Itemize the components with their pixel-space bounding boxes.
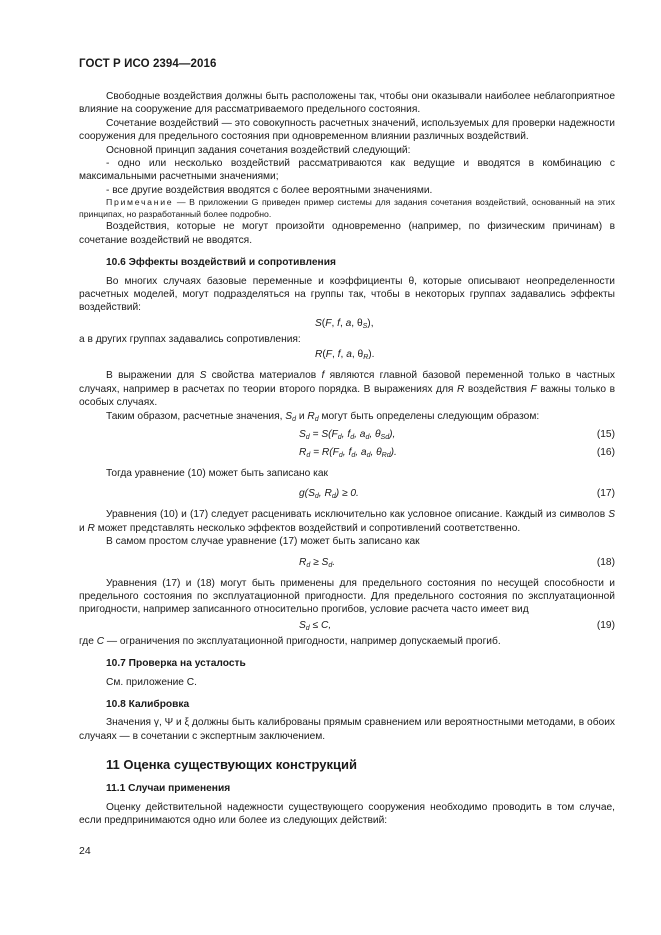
note-label: Примечание: [106, 197, 174, 208]
paragraph: Основной принцип задания сочетания воздействий следующий:: [106, 144, 411, 156]
paragraph: а в других группах задавались сопротивления:: [79, 333, 301, 345]
paragraph: Воздействия, которые не могут произойти одновременно (например, по физическим причинам) в сочетание воздействий не вводятся.: [79, 221, 615, 246]
paragraph: В самом простом случае уравнение (17) может быть записано как: [106, 536, 420, 548]
formula-resistance: R(F, f, a, $\theta_R$).: [315, 349, 375, 362]
paragraph: Значения γ, Ψ и ξ должны быть калиброваны прямым сравнением или вероятностными методами, в обоих случаях — в сочетании с экспертным заключением.: [79, 717, 615, 742]
paragraph: Во многих случаях базовые переменные и коэффициенты θ, которые описывают неопределенности расчетных моделей, могут подразделяться на группы так, чтобы в некоторых группах задавались эффекты воздействий:: [79, 275, 615, 314]
paragraph: Уравнения (17) и (18) могут быть применены для предельного состояния по несущей способности и предельного состояния по эксплуатационной пригодности. Для предельного состояния по эксплуатационной пригодности, например записанного относительно прогибов, условие расчета часто имеет вид: [79, 577, 615, 616]
section-heading-11: 11 Оценка существующих конструкций: [106, 757, 357, 773]
paragraph: Таким образом, расчетные значения, $S_d$ и $R_d$ могут быть определены следующим образом:: [106, 410, 540, 423]
equation-number: (19): [596, 619, 615, 631]
equation-18: $R_d \ge S_d$. (18): [299, 556, 615, 569]
note-text: — В приложении G приведен пример системы для задания сочетания воздействий, основанный на этих принципах, но разработанный более подробно.: [79, 197, 615, 219]
paragraph: Тогда уравнение (10) может быть записано как: [106, 467, 328, 479]
formula-effects: S(F, f, a, $\theta_S$),: [315, 317, 374, 330]
equation-19: $S_d \le C$, (19): [299, 619, 615, 632]
note: [79, 197, 615, 220]
paragraph: Уравнения (10) и (17) следует расценивать исключительно как условное описание. Каждый из символов S и R может представлять несколько эффектов воздействий и сопротивлений соответственно.: [79, 509, 615, 534]
page-number: 24: [79, 845, 91, 857]
paragraph: В выражении для S свойства материалов f являются главной базовой переменной только в частных случаях, например в расчетах по теории второго порядка. В выражениях для R воздействия F важны только в особых случаях.: [79, 370, 616, 409]
equation-number: (15): [596, 428, 615, 440]
equation-number: (16): [596, 446, 615, 458]
list-item: - одно или несколько воздействий рассматриваются как ведущие и вводятся в комбинацию с максимальными расчетными значениями;: [79, 158, 615, 183]
paragraph: Свободные воздействия должны быть расположены так, чтобы они оказывали наиболее неблагоприятное влияние на сооружение для рассматриваемого предельного состояния.: [79, 91, 615, 116]
section-heading-10-7: 10.7 Проверка на усталость: [106, 658, 246, 670]
section-heading-10-6: 10.6 Эффекты воздействий и сопротивления: [106, 257, 336, 269]
section-heading-11-1: 11.1 Случаи применения: [106, 783, 231, 795]
document-header: ГОСТ Р ИСО 2394—2016: [79, 58, 217, 70]
document-body: [79, 90, 615, 827]
paragraph: Оценку действительной надежности существующего сооружения необходимо проводить в том случае, если предпринимаются одно или более из следующих действий:: [79, 801, 615, 826]
paragraph: Сочетание воздействий — это совокупность расчетных значений, используемых для проверки надежности сооружения для предельного состояния при одновременном влиянии различных воздействий.: [79, 117, 615, 143]
equation-17: $g(S_d$, $R_d) \ge 0$. (17): [299, 488, 615, 501]
paragraph: См. приложение С.: [106, 676, 197, 688]
paragraph: где C — ограничения по эксплуатационной пригодности, например допускаемый прогиб.: [79, 635, 501, 647]
equation-number: (18): [596, 556, 615, 568]
equation-15: $S_d = S(F_d$, $f_d$, $a_d$, $\theta_{Sd}$), (15): [299, 428, 615, 441]
equation-16: $R_d = R(F_d$, $f_d$, $a_d$, $\theta_{Rd}$). (16): [299, 446, 615, 459]
section-heading-10-8: 10.8 Калибровка: [106, 698, 190, 710]
equation-number: (17): [596, 488, 615, 500]
list-item: - все другие воздействия вводятся с более вероятными значениями.: [106, 184, 433, 196]
